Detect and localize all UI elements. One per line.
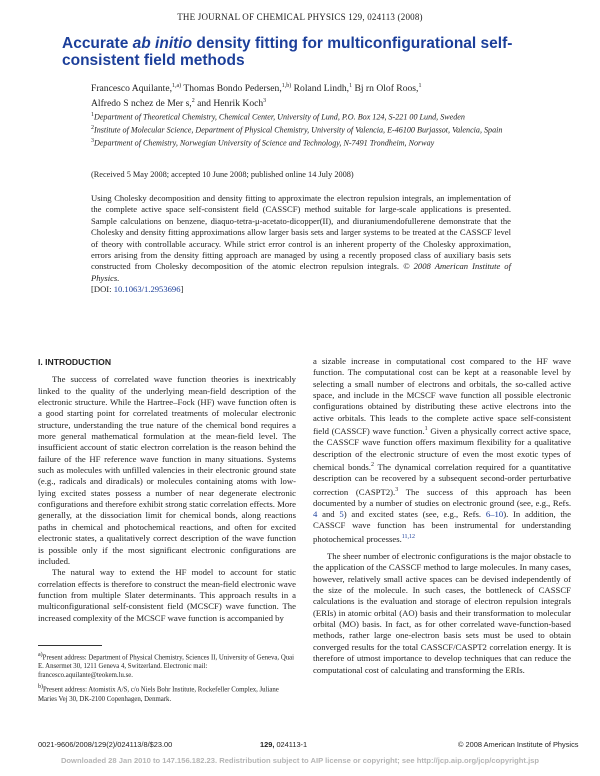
affiliation-text: Department of Theoretical Chemistry, Chemical Center, University of Lund, P.O. Box 124, S-221 00 Lund, Sweden bbox=[94, 112, 465, 122]
affiliation bbox=[91, 123, 521, 136]
affiliation-mark: 1 bbox=[91, 112, 94, 118]
citation[interactable]: 1 bbox=[424, 426, 428, 433]
affiliation-mark: 2 bbox=[91, 125, 94, 132]
affiliation bbox=[91, 136, 521, 149]
doi-suffix: ] bbox=[180, 284, 184, 295]
footer-page-number: 024113-1 bbox=[274, 740, 308, 749]
abstract-text: Using Cholesky decomposition and density fitting to approximate the electron repulsion integrals, an implementation of the complete active space self-consistent field (CASSCF) method suitable for large-scale applications is presented. Sample calculations on benzene, diaquo-tetra-μ-acetato-dicopper(II), and diuraniumendofullerene demonstrate that the Cholesky and density fitting approximations allow larger basis sets and larger systems to be treated at the CASSCF level of theory with controllable accuracy. While strict error control is an inherent property of the Cholesky approximation, errors arising from the density fitting approach are managed by using a recently proposed class of auxiliary basis sets constructed from Cholesky decomposition of the atomic electron repulsion integrals. bbox=[91, 193, 511, 272]
footnote-rule bbox=[38, 645, 102, 646]
download-notice: Downloaded 28 Jan 2010 to 147.156.182.23. Redistribution subject to AIP license or copyright; see http://jcp.aip.org/jcp/copyright.jsp bbox=[60, 756, 540, 765]
author-affil: 1 bbox=[418, 83, 422, 89]
footnote bbox=[38, 651, 296, 680]
footer-copyright: © 2008 American Institute of Physics bbox=[458, 740, 579, 749]
title-italic: ab initio bbox=[132, 35, 193, 52]
author-affil: 1,b) bbox=[281, 83, 292, 89]
paragraph: The natural way to extend the HF model to account for static correlation effects is therefore to construct the mean-field electronic wave function from multiple Slater determinants. This approach results in a multiconfigurational self-consistent field (MCSCF) wave function. The increased complexity of the MCSCF wave function is accompanied by bbox=[38, 567, 296, 623]
affiliation-text: Department of Chemistry, Norwegian University of Science and Technology, N-7491 Trondheim, Norway bbox=[94, 138, 435, 148]
footnotes bbox=[38, 651, 296, 707]
footnote-text: Present address: Department of Physical Chemistry, Sciences II, University of Geneva, Quai E. Ansermet 30, 1211 Geneva 4, Switzerland. Electronic mail: francesco.aquilante@teokem.lu.se. bbox=[38, 654, 295, 680]
author-affil: 1 bbox=[349, 83, 353, 89]
left-column bbox=[38, 357, 296, 624]
author-affil: 2 bbox=[191, 98, 195, 105]
affiliations bbox=[91, 110, 521, 149]
ref-link[interactable]: 4 bbox=[313, 509, 318, 520]
paragraph bbox=[313, 356, 571, 545]
text-run: The dynamical correlation required for a quantitative description can be recovered by a subsequent second-order perturbative correction (CASPT2). bbox=[313, 461, 571, 497]
doi-link[interactable]: 10.1063/1.2953696 bbox=[113, 284, 181, 295]
paragraph: The success of correlated wave function theories is inextricably linked to the quality of the underlying mean-field description of the electronic structure. While the Hartree–Fock (HF) wave function often is a good starting point for correlated treatments of molecular electronic structure, understanding the true nature of the chemical bond requires a more general mathematical formulation at the mean-field level. The insufficient account of static electron correlation is the reason behind the failure of the HF reference wave function in many situations. Systems such as molecules with unfilled valencies in their electronic ground state (e.g., radicals and diradicals) or molecules containing atoms with low-lying excited states possess a number of near degenerate electronic configurations and therefore exhibit strong static correlation effects. More generally, at the dissociation limit for chemical bonds, along reactions paths in chemical and photochemical reactions, and often for excited electronic states, a qualitatively correct description of the wave function is possible only if the most significant electronic configurations are included. bbox=[38, 374, 296, 566]
text-run: ). In addition, the CASSCF wave function has been instrumental for understanding photochemical processes. bbox=[313, 509, 572, 544]
article-title bbox=[62, 35, 562, 69]
author-name: Bj rn Olof Roos, bbox=[352, 83, 419, 95]
author-affil: 1,a) bbox=[172, 83, 182, 89]
author-name: Alfredo S nchez de Mer s, bbox=[91, 98, 192, 110]
citation[interactable]: 2 bbox=[370, 461, 374, 468]
ref-link[interactable]: 5 bbox=[339, 509, 344, 520]
text-run: ) and excited states (see, e.g., Refs. bbox=[343, 509, 486, 520]
received-dates: (Received 5 May 2008; accepted 10 June 2008; published online 14 July 2008) bbox=[91, 170, 354, 179]
running-head: THE JOURNAL OF CHEMICAL PHYSICS 129, 024113 (2008) bbox=[177, 12, 423, 22]
author-name: Francesco Aquilante, bbox=[91, 83, 172, 95]
paragraph: The sheer number of electronic configurations is the major obstacle to the application of the CASSCF method to large molecules. In many cases, however, relatively small active spaces can be devised independently of the size of the molecule. In such cases, the bottleneck of CASSCF calculations is the evaluation and storage of electron repulsion integrals (ERIs) in atomic orbital (AO) basis and their transformation to molecular orbital (MO) basis. In fact, as for other correlated wave-function-based methods, rather large one-electron basis sets must be used to obtain converged results for the total CASSCF/CASPT2 correlation energy. It is therefore of utmost importance to develop techniques that can reduce the computational cost of calculating and transforming the ERIs. bbox=[313, 551, 571, 675]
affiliation-mark: 3 bbox=[91, 138, 94, 145]
footnote-text: Present address: Atomistix A/S, c/o Niels Bohr Institute, Rockefeller Complex, Juliane Maries Vej 30, DK-2100 Copenhagen, Denmark. bbox=[38, 686, 279, 703]
right-column bbox=[313, 356, 571, 676]
doi-prefix: [DOI: bbox=[91, 284, 114, 295]
footer-page bbox=[260, 740, 307, 749]
author-name: and Henrik Koch bbox=[194, 98, 264, 110]
author-name: Roland Lindh, bbox=[291, 83, 350, 95]
footnote-mark: a) bbox=[38, 652, 43, 658]
text-run: Given a physically correct active space, the CASSCF wave function offers maximum flexibility for a qualitative description of the electronic structure of even the most exotic types of chemical bonds. bbox=[313, 425, 571, 472]
footnote bbox=[38, 683, 296, 703]
author-affil: 3 bbox=[263, 98, 267, 105]
text-run: a sizable increase in computational cost compared to the HF wave function. The computational cost can be kept at a reasonable level by selecting a small number of electrons and orbitals, the so-called active space, and include in the MCSCF wave function all possible electronic configurations obtained by distributing these active electrons into the active orbitals. This leads to the complete active space self-consistent field (CASSCF) wave function. bbox=[313, 356, 571, 436]
text-run: and bbox=[317, 509, 340, 520]
abstract-copyright: © 2008 American Institute of Physics. bbox=[91, 261, 511, 283]
text-run: The success of this approach has been documented by a number of studies on electronic ground (see, e.g., Refs. bbox=[313, 486, 571, 508]
affiliation bbox=[91, 110, 521, 123]
author-list bbox=[91, 80, 551, 110]
section-heading: I. INTRODUCTION bbox=[38, 357, 112, 367]
author-name: Thomas Bondo Pedersen, bbox=[181, 83, 282, 95]
abstract bbox=[91, 193, 511, 296]
footnote-mark: b) bbox=[38, 684, 43, 691]
citation[interactable]: 11,12 bbox=[401, 533, 416, 540]
footer-issn: 0021-9606/2008/129(2)/024113/8/$23.00 bbox=[38, 740, 173, 749]
title-pre: Accurate bbox=[62, 35, 133, 52]
ref-link[interactable]: 6–10 bbox=[485, 509, 504, 520]
affiliation-text: Institute of Molecular Science, Department of Physical Chemistry, University of Valencia, E-46100 Burjassot, Valencia, Spain bbox=[94, 125, 503, 135]
citation[interactable]: 3 bbox=[395, 486, 399, 493]
title-post: density fitting for multiconfigurational self-consistent field methods bbox=[62, 35, 513, 69]
footer-volume: 129, bbox=[260, 740, 275, 749]
